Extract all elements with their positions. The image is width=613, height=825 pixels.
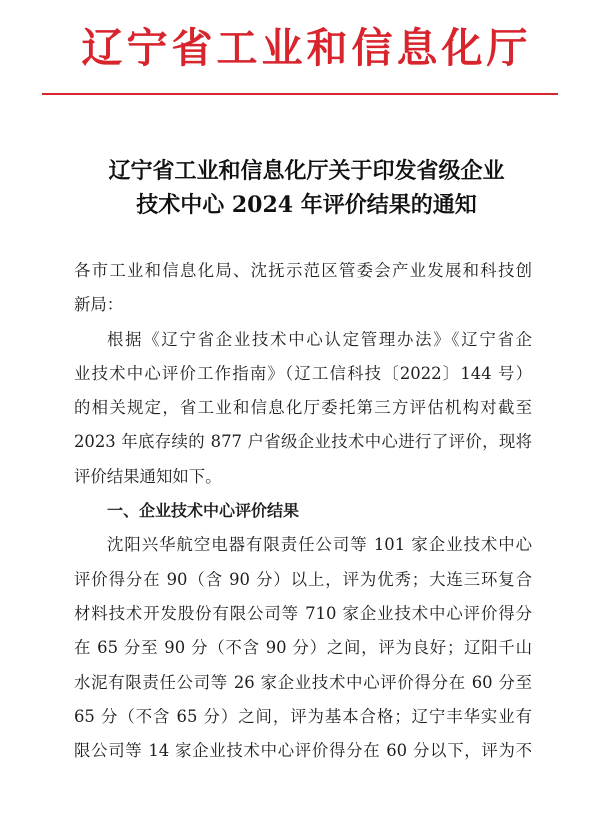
paragraph-2-line-7: 限公司等 14 家企业技术中心评价得分在 60 分以下，评为不 <box>74 741 532 761</box>
addressee-line-2: 新局： <box>74 295 124 315</box>
addressee-line-1: 各市工业和信息化局、沈抚示范区管委会产业发展和科技创 <box>74 261 532 280</box>
paragraph-1-line-4: 2023 年底存续的 877 户省级企业技术中心进行了评价，现将 <box>74 432 532 452</box>
paragraph-1-line-1: 根据《辽宁省企业技术中心认定管理办法》《辽宁省企 <box>107 329 532 349</box>
paragraph-2-line-3: 材料技术开发股份有限公司等 710 家企业技术中心评价得分 <box>74 603 532 623</box>
paragraph-2-line-2: 评价得分在 90（含 90 分）以上，评为优秀；大连三环复合 <box>74 569 532 589</box>
paragraph-1-line-2: 业技术中心评价工作指南》（辽工信科技〔2022〕144 号） <box>74 363 532 383</box>
document-title <box>40 154 573 222</box>
document-body <box>74 254 532 768</box>
paragraph-2-line-4: 在 65 分至 90 分（不含 90 分）之间，评为良好；辽阳千山 <box>74 638 532 658</box>
section-1-heading: 一、企业技术中心评价结果 <box>107 501 300 521</box>
letterhead-red-rule <box>42 93 558 95</box>
paragraph-1-line-3: 的相关规定，省工业和信息化厅委托第三方评估机构对截至 <box>74 398 532 418</box>
title-line-2: 技术中心 2024 年评价结果的通知 <box>136 192 477 218</box>
paragraph-2-line-1: 沈阳兴华航空电器有限责任公司等 101 家企业技术中心 <box>107 535 532 555</box>
paragraph-1-line-5: 评价结果通知如下。 <box>74 466 222 486</box>
letterhead-org-name: 辽宁省工业和信息化厅 <box>81 24 532 72</box>
paragraph-2-line-6: 65 分（不含 65 分）之间，评为基本合格；辽宁丰华实业有 <box>74 706 532 726</box>
title-line-1: 辽宁省工业和信息化厅关于印发省级企业 <box>108 158 505 184</box>
paragraph-2-line-5: 水泥有限责任公司等 26 家企业技术中心评价得分在 60 分至 <box>74 672 532 692</box>
